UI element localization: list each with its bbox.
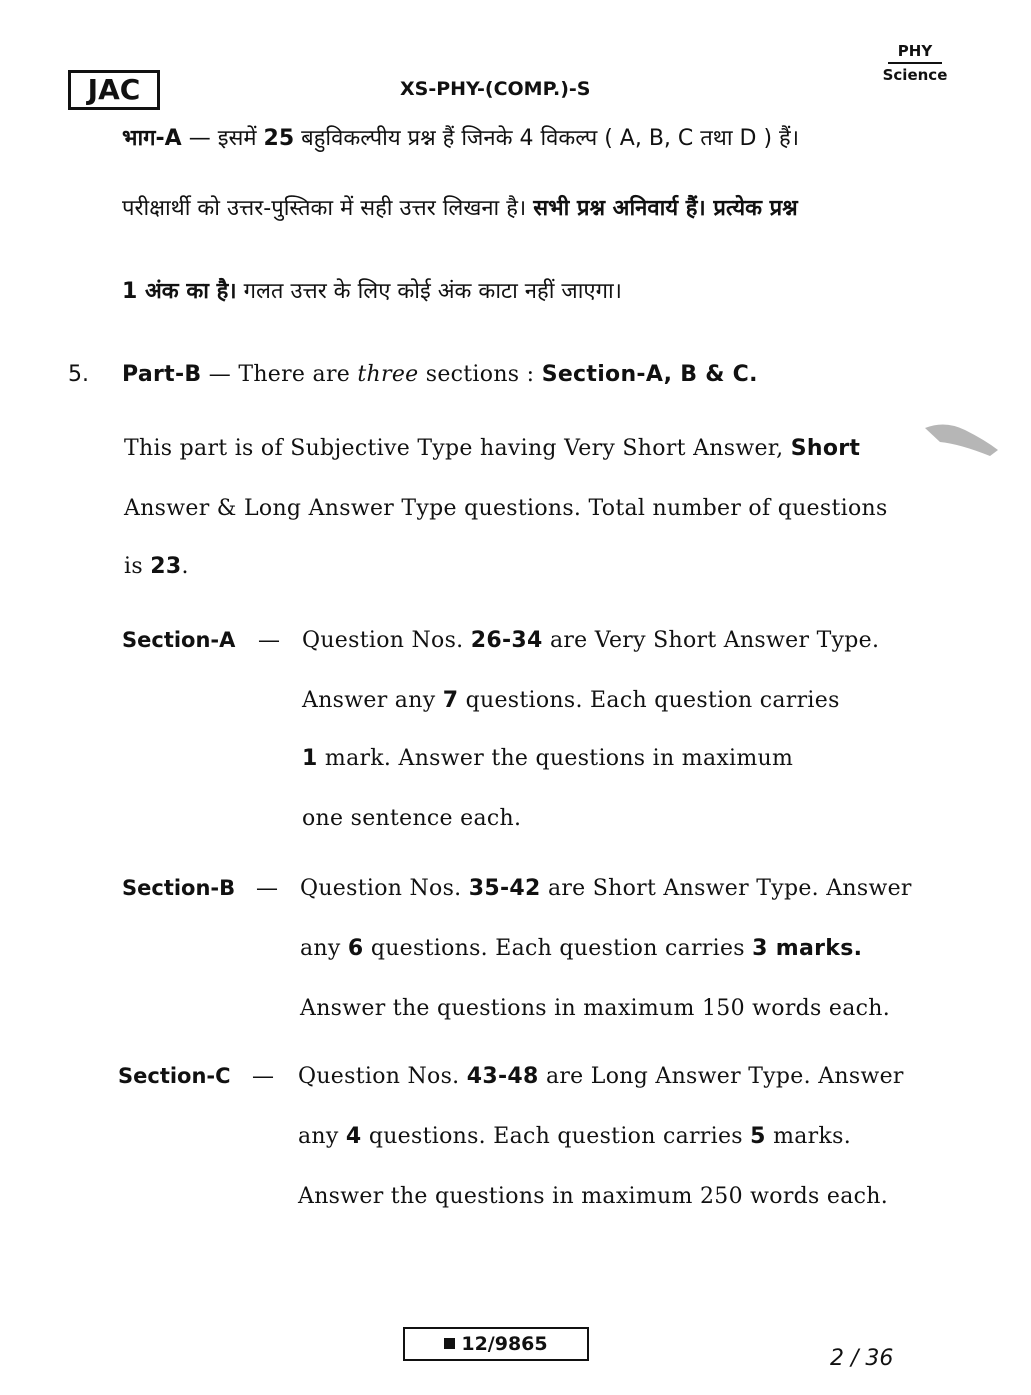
sc-l2-count: 4	[345, 1124, 362, 1149]
part-b-desc-line-2: Answer & Long Answer Type questions. Total number of questions	[124, 496, 888, 521]
paper-code: XS-PHY-(COMP.)-S	[400, 78, 591, 100]
sb-l1-c: are Short Answer Type. Answer	[540, 876, 912, 901]
section-a-dash: —	[258, 628, 280, 653]
part-b-sections: Section-A, B & C.	[541, 362, 758, 387]
sa-l3-c: mark. Answer the questions in maximum	[317, 746, 794, 771]
sa-l2-a: Answer any	[302, 688, 443, 713]
sc-l2-a: any	[298, 1124, 346, 1149]
part-a-line-3	[122, 275, 622, 305]
sb-l1-a: Question Nos.	[300, 876, 469, 901]
section-c-label: Section-C	[118, 1064, 231, 1088]
section-a-line-4: one sentence each.	[302, 806, 522, 831]
part-a-title: भाग-A	[122, 126, 182, 151]
part-a-line-2	[122, 192, 798, 222]
part-a-line-3-normal: गलत उत्तर के लिए कोई अंक काटा नहीं जाएगा।	[236, 279, 623, 304]
section-c-line-1	[298, 1064, 904, 1089]
section-c-line-2	[298, 1124, 851, 1149]
sc-l1-c: are Long Answer Type. Answer	[538, 1064, 904, 1089]
sc-l2-c: questions. Each question carries	[361, 1124, 751, 1149]
sa-l2-count: 7	[442, 688, 459, 713]
sa-l1-a: Question Nos.	[302, 628, 471, 653]
part-a-line-1	[122, 122, 799, 152]
part-a-line-2-bold: सभी प्रश्न अनिवार्य हैं। प्रत्येक प्रश्न	[533, 196, 798, 221]
section-a-line-2	[302, 688, 840, 713]
sc-l1-range: 43-48	[466, 1064, 539, 1089]
board-logo-box: JAC	[68, 70, 160, 110]
section-a-label: Section-A	[122, 628, 236, 652]
sc-l2-marks: 5	[750, 1124, 766, 1149]
section-b-dash: —	[256, 876, 278, 901]
sa-l3-marks: 1	[302, 746, 318, 771]
sb-l2-e: marks.	[767, 936, 863, 961]
part-b-desc-line-3	[124, 554, 189, 579]
section-b-line-1	[300, 876, 912, 901]
part-a-line-1-rest: बहुविकल्पीय प्रश्न हैं जिनके 4 विकल्प ( A, B, C तथा D ) हैं।	[294, 126, 800, 151]
part-a-line-3-bold: 1 अंक का है।	[122, 279, 237, 304]
serial-number: 12/9865	[461, 1333, 548, 1355]
section-a-line-1	[302, 628, 879, 653]
item-number: 5.	[68, 362, 89, 387]
section-b-line-2	[300, 936, 862, 961]
part-b-desc-1-bold: Short	[790, 436, 861, 461]
square-bullet-icon	[444, 1338, 455, 1349]
page-number: 2 / 36	[830, 1346, 894, 1371]
sa-l1-range: 26-34	[470, 628, 543, 653]
part-b-desc-3-text: is	[124, 554, 151, 579]
sc-l1-a: Question Nos.	[298, 1064, 467, 1089]
subject-label	[870, 42, 960, 84]
section-a-line-3	[302, 746, 793, 771]
part-a-line-2-normal: परीक्षार्थी को उत्तर-पुस्तिका में सही उत्तर लिखना है।	[122, 196, 534, 221]
section-c-line-3: Answer the questions in maximum 250 words each.	[298, 1184, 889, 1209]
part-a-count: 25	[263, 126, 295, 151]
sb-l1-range: 35-42	[468, 876, 541, 901]
part-b-intro-after: sections :	[418, 362, 542, 387]
part-b-desc-1-text: This part is of Subjective Type having Very Short Answer,	[124, 436, 791, 461]
subject-name: Science	[882, 66, 948, 84]
section-b-line-3: Answer the questions in maximum 150 words each.	[300, 996, 891, 1021]
part-b-intro-text: — There are	[201, 362, 358, 387]
sb-l2-marks: 3	[752, 936, 768, 961]
sa-l2-c: questions. Each question carries	[458, 688, 840, 713]
subject-short: PHY	[888, 42, 942, 64]
sb-l2-a: any	[300, 936, 348, 961]
part-b-total: 23	[150, 554, 182, 579]
part-b-desc-3-end: .	[181, 554, 189, 579]
serial-number-box	[403, 1327, 589, 1361]
sb-l2-count: 6	[347, 936, 364, 961]
sc-l2-e: marks.	[765, 1124, 851, 1149]
part-a-dash: — इसमें	[181, 126, 264, 151]
section-c-dash: —	[252, 1064, 274, 1089]
section-b-label: Section-B	[122, 876, 236, 900]
sb-l2-c: questions. Each question carries	[363, 936, 753, 961]
part-b-intro	[122, 362, 758, 387]
part-b-desc-line-1	[124, 436, 860, 461]
scan-smudge	[920, 420, 1000, 460]
sa-l1-c: are Very Short Answer Type.	[542, 628, 880, 653]
part-b-title: Part-B	[122, 362, 202, 387]
part-b-intro-italic: three	[357, 362, 419, 387]
